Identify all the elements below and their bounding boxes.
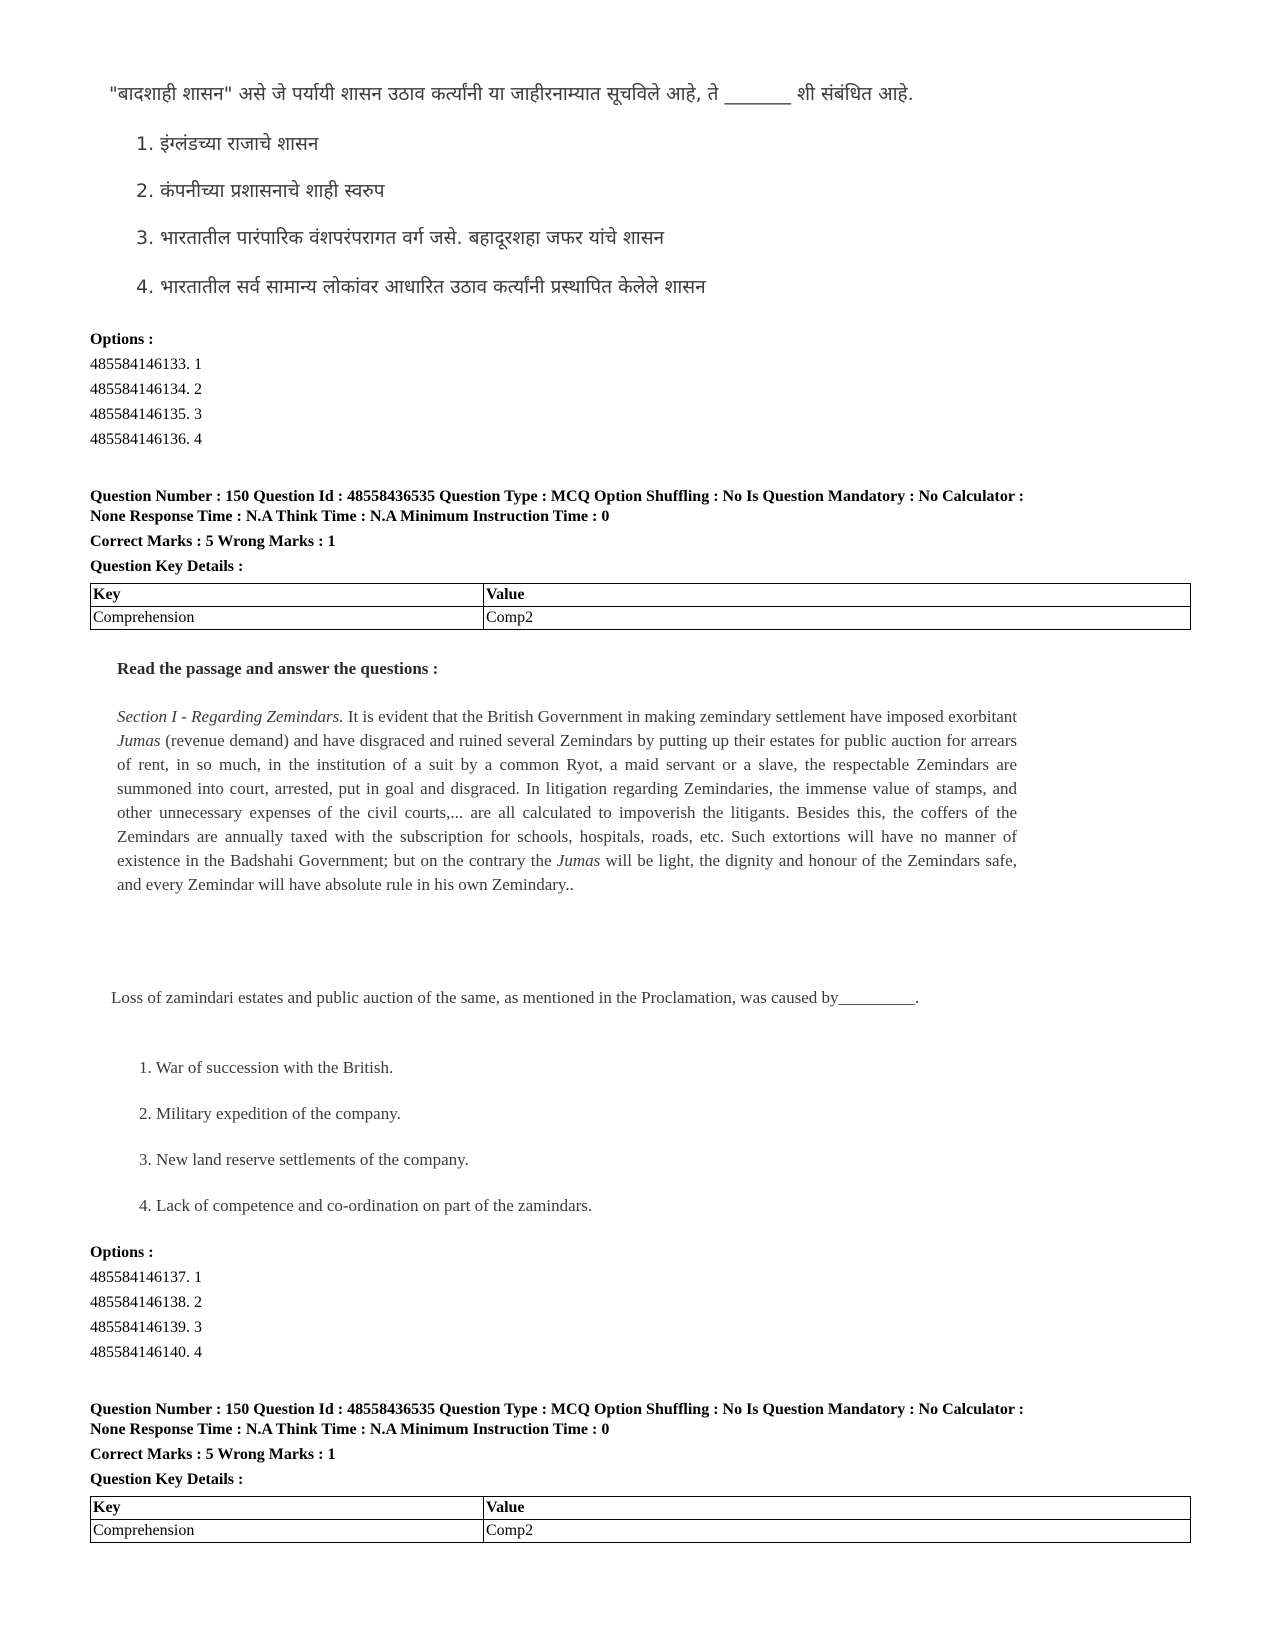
question-meta-line-1: Question Number : 150 Question Id : 48558436535 Question Type : MCQ Option Shuffling : No Is Question Mandatory : No Calculator : (90, 488, 1024, 505)
table-cell-value: Comp2 (484, 607, 1191, 630)
options-label: Options : (90, 1244, 154, 1261)
question-meta-line-2: None Response Time : N.A Think Time : N.A Minimum Instruction Time : 0 (90, 1421, 610, 1438)
table-cell-value: Comp2 (484, 1520, 1191, 1543)
marks-line: Correct Marks : 5 Wrong Marks : 1 (90, 1446, 336, 1463)
question-option-english-3: 3. New land reserve settlements of the company. (139, 1150, 469, 1169)
passage-title: Read the passage and answer the questions : (117, 659, 439, 678)
question-option-english-4: 4. Lack of competence and co-ordination on part of the zamindars. (139, 1196, 593, 1215)
question-stem-english: Loss of zamindari estates and public auction of the same, as mentioned in the Proclamation, was caused by_________. (111, 988, 920, 1007)
question-option-marathi-1: 1. इंग्लंडच्या राजाचे शासन (136, 133, 319, 155)
table-header-key: Key (91, 1497, 484, 1520)
option-id: 485584146137. 1 (90, 1269, 202, 1286)
option-id: 485584146140. 4 (90, 1344, 202, 1361)
key-details-label: Question Key Details : (90, 1471, 244, 1488)
table-header-row (91, 584, 1191, 607)
marks-line: Correct Marks : 5 Wrong Marks : 1 (90, 533, 336, 550)
option-id: 485584146138. 2 (90, 1294, 202, 1311)
table-cell-key: Comprehension (91, 607, 484, 630)
option-id: 485584146133. 1 (90, 356, 202, 373)
passage-body (117, 705, 1017, 897)
passage-section-label: Section I - Regarding Zemindars. (117, 707, 344, 726)
option-id: 485584146135. 3 (90, 406, 202, 423)
passage-term: Jumas (556, 851, 601, 870)
option-id: 485584146136. 4 (90, 431, 202, 448)
question-option-marathi-3: 3. भारतातील पारंपारिक वंशपरंपरागत वर्ग जसे. बहादूरशहा जफर यांचे शासन (136, 227, 665, 249)
question-stem-marathi: "बादशाही शासन" असे जे पर्यायी शासन उठाव कर्त्यांनी या जाहीरनाम्यात सूचविले आहे, ते _______ शी संबंधित आहे. (109, 83, 914, 105)
passage-term: Jumas (117, 731, 161, 750)
question-meta (90, 487, 1190, 527)
table-row (91, 1520, 1191, 1543)
option-id: 485584146139. 3 (90, 1319, 202, 1336)
key-value-table (90, 1496, 1191, 1543)
key-details-label: Question Key Details : (90, 558, 244, 575)
question-option-marathi-2: 2. कंपनीच्या प्रशासनाचे शाही स्वरुप (136, 180, 385, 202)
table-header-key: Key (91, 584, 484, 607)
passage-text: It is evident that the British Government in making zemindary settlement have imposed exorbitant (343, 707, 1017, 726)
table-header-value: Value (484, 584, 1191, 607)
key-value-table (90, 583, 1191, 630)
table-cell-key: Comprehension (91, 1520, 484, 1543)
passage-text: (revenue demand) and have disgraced and ruined several Zemindars by putting up their estates for public auction for arrears of rent, in so much, in the institution of a suit by a common Ryot, a maid servant or a slave, the respectable Zemindars are summoned into court, arrested, put in goal and disgraced. In litigation regarding Zemindaries, the immense value of stamps, and other unnecessary expenses of the civil courts,... are all calculated to impoverish the litigants. Besides this, the coffers of the Zemindars are annually taxed with the subscription for schools, hospitals, roads, etc. Such extortions will have no manner of existence in the Badshahi Government; but on the contrary the (117, 731, 1017, 870)
table-row (91, 607, 1191, 630)
question-meta-line-1: Question Number : 150 Question Id : 48558436535 Question Type : MCQ Option Shuffling : No Is Question Mandatory : No Calculator : (90, 1401, 1024, 1418)
table-header-value: Value (484, 1497, 1191, 1520)
passage-text: will be light, the dignity and honour of the Zemindars safe, and every Zemindar will have absolute rule in his own Zemindary.. (117, 851, 1017, 894)
table-header-row (91, 1497, 1191, 1520)
options-label: Options : (90, 331, 154, 348)
question-option-english-2: 2. Military expedition of the company. (139, 1104, 401, 1123)
question-option-marathi-4: 4. भारतातील सर्व सामान्य लोकांवर आधारित उठाव कर्त्यांनी प्रस्थापित केलेले शासन (136, 276, 706, 298)
question-meta (90, 1400, 1190, 1440)
option-id: 485584146134. 2 (90, 381, 202, 398)
question-option-english-1: 1. War of succession with the British. (139, 1058, 394, 1077)
question-meta-line-2: None Response Time : N.A Think Time : N.A Minimum Instruction Time : 0 (90, 508, 610, 525)
